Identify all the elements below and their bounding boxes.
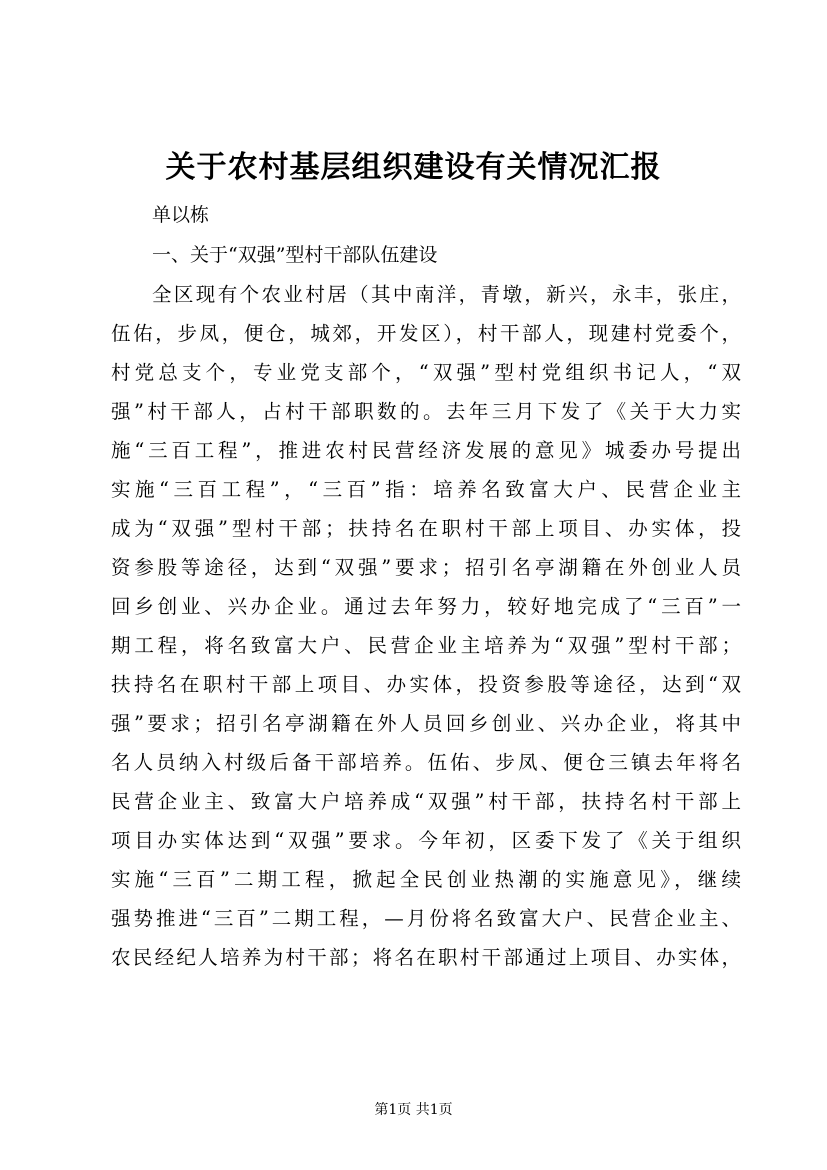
body-line: 成为“双强”型村干部；扶持名在职村干部上项目、办实体，投 [111, 517, 741, 540]
body-line: 强”村干部人，占村干部职数的。去年三月下发了《关于大力实 [111, 400, 741, 423]
body-line: 农民经纪人培养为村干部；将名在职村干部通过上项目、办实体， [111, 946, 741, 969]
body-line: 全区现有个农业村居（其中南洋，青墩，新兴，永丰，张庄， [152, 283, 741, 306]
body-line: 扶持名在职村干部上项目、办实体，投资参股等途径，达到“双 [111, 673, 741, 696]
body-line: 回乡创业、兴办企业。通过去年努力，较好地完成了“三百”一 [111, 595, 741, 618]
body-line: 伍佑，步凤，便仓，城郊，开发区），村干部人，现建村党委个， [111, 322, 741, 345]
author-name: 单以栋 [152, 204, 210, 226]
body-line: 施“三百工程”，推进农村民营经济发展的意见》城委办号提出 [111, 439, 741, 462]
body-line: 强势推进“三百”二期工程，—月份将名致富大户、民营企业主、 [111, 907, 741, 930]
body-line: 名人员纳入村级后备干部培养。伍佑、步凤、便仓三镇去年将名 [111, 751, 741, 774]
body-line: 期工程，将名致富大户、民营企业主培养为“双强”型村干部； [111, 634, 741, 657]
body-line: 村党总支个，专业党支部个，“双强”型村党组织书记人，“双 [111, 361, 741, 384]
body-line: 项目办实体达到“双强”要求。今年初，区委下发了《关于组织 [111, 829, 741, 852]
body-paragraph [111, 283, 751, 985]
page-footer: 第1页 共1页 [374, 1102, 453, 1118]
body-line: 实施“三百工程”，“三百”指：培养名致富大户、民营企业主 [111, 478, 741, 501]
body-line: 民营企业主、致富大户培养成“双强”村干部，扶持名村干部上 [111, 790, 741, 813]
body-line: 资参股等途径，达到“双强”要求；招引名亭湖籍在外创业人员 [111, 556, 741, 579]
section-heading: 一、关于“双强”型村干部队伍建设 [152, 244, 438, 266]
body-line: 强”要求；招引名亭湖籍在外人员回乡创业、兴办企业，将其中 [111, 712, 741, 735]
document-title: 关于农村基层组织建设有关情况汇报 [165, 150, 662, 185]
body-line: 实施“三百”二期工程，掀起全民创业热潮的实施意见》，继续 [111, 868, 741, 891]
